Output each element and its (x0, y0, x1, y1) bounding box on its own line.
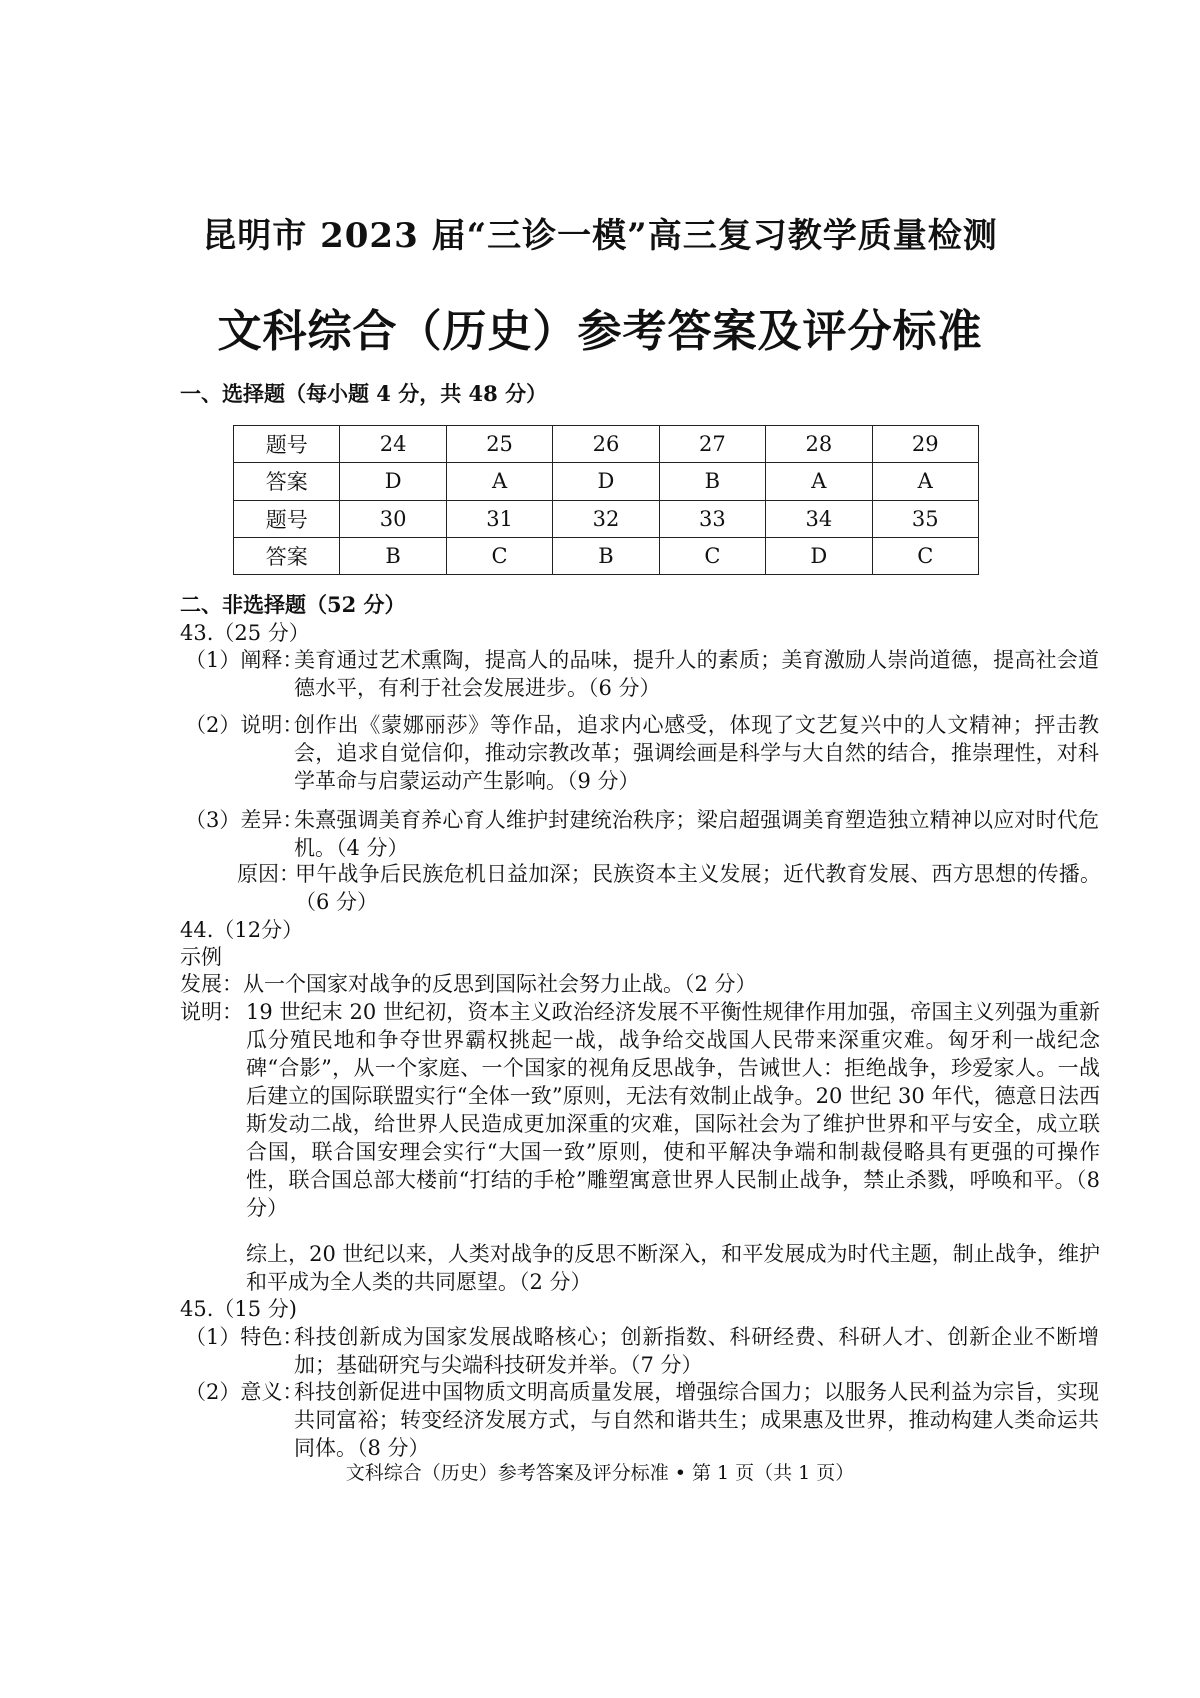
item-text: 科技创新成为国家发展战略核心；创新指数、科研经费、科研人才、创新企业不断增加；基础研究与尖端科技研发并举。（7 分） (294, 1325, 1099, 1377)
table-cell: D (553, 463, 659, 500)
item-label: （3）差异： (185, 808, 304, 832)
q43-item-2 (185, 711, 1099, 795)
table-cell: A (872, 463, 978, 500)
table-cell: 28 (766, 426, 872, 463)
page-footer: 文科综合（历史）参考答案及评分标准 • 第 1 页（共 1 页） (345, 1462, 855, 1484)
item-label: （2）意义： (185, 1380, 304, 1404)
table-cell: 27 (659, 426, 765, 463)
q45-item-2 (185, 1378, 1099, 1462)
table-row (234, 537, 979, 574)
table-cell: 35 (872, 500, 978, 537)
q45-number: 45.（15 分) (180, 1297, 297, 1321)
table-cell: B (340, 537, 446, 574)
table-cell: D (766, 537, 872, 574)
table-cell: C (659, 537, 765, 574)
q44-explanation (180, 998, 1100, 1222)
table-cell: 答案 (234, 463, 340, 500)
table-cell: 30 (340, 500, 446, 537)
table-cell: 31 (446, 500, 552, 537)
table-cell: B (659, 463, 765, 500)
item-text: 科技创新促进中国物质文明高质量发展，增强综合国力；以服务人民利益为宗旨，实现共同富裕；转变经济发展方式，与自然和谐共生；成果惠及世界，推动构建人类命运共同体。（8 分） (294, 1380, 1099, 1460)
table-cell: D (340, 463, 446, 500)
section2-heading: 二、非选择题（52 分） (180, 592, 406, 617)
document-title: 文科综合（历史）参考答案及评分标准 (217, 306, 983, 357)
q44-example-label: 示例 (180, 945, 222, 969)
q43-item-3 (185, 806, 1099, 862)
section1-heading: 一、选择题（每小题 4 分，共 48 分） (180, 381, 548, 406)
item-text: 美育通过艺术熏陶，提高人的品味，提升人的素质；美育激励人崇尚道德，提高社会道德水平，有利于社会发展进步。（6 分） (294, 648, 1099, 700)
table-cell: 答案 (234, 537, 340, 574)
q43-item-1 (185, 646, 1099, 702)
table-cell: 题号 (234, 426, 340, 463)
item-label: （1）特色： (185, 1325, 304, 1349)
item-label: （1）阐释： (185, 648, 304, 672)
table-cell: 34 (766, 500, 872, 537)
table-row (234, 426, 979, 463)
table-cell: 26 (553, 426, 659, 463)
item-label: 原因： (237, 862, 300, 886)
table-cell: 25 (446, 426, 552, 463)
table-cell: A (446, 463, 552, 500)
table-row (234, 500, 979, 537)
table-cell: 32 (553, 500, 659, 537)
q43-number: 43.（25 分） (180, 621, 310, 645)
table-cell: 33 (659, 500, 765, 537)
exam-title: 昆明市 2023 届“三诊一模”高三复习教学质量检测 (202, 216, 998, 256)
item-text: 甲午战争后民族危机日益加深；民族资本主义发展；近代教育发展、西方思想的传播。（6 分） (295, 862, 1101, 914)
q45-item-1 (185, 1323, 1099, 1379)
table-cell: 29 (872, 426, 978, 463)
table-cell: A (766, 463, 872, 500)
table-cell: B (553, 537, 659, 574)
q44-development: 发展：从一个国家对战争的反思到国际社会努力止战。（2 分） (180, 972, 757, 996)
table-row (234, 463, 979, 500)
item-text: 朱熹强调美育养心育人维护封建统治秩序；梁启超强调美育塑造独立精神以应对时代危机。（4 分） (294, 808, 1099, 860)
table-cell: 题号 (234, 500, 340, 537)
item-text: 创作出《蒙娜丽莎》等作品，追求内心感受，体现了文艺复兴中的人文精神；抨击教会，追求自觉信仰，推动宗教改革；强调绘画是科学与大自然的结合，推崇理性，对科学革命与启蒙运动产生影响。（9 分） (294, 713, 1099, 793)
table-cell: C (872, 537, 978, 574)
table-cell: C (446, 537, 552, 574)
table-cell: 24 (340, 426, 446, 463)
q43-item-4 (237, 860, 1101, 916)
answer-table (233, 425, 979, 575)
q44-summary: 综上，20 世纪以来，人类对战争的反思不断深入，和平发展成为时代主题，制止战争，维护和平成为全人类的共同愿望。（2 分） (246, 1242, 1100, 1294)
item-label: 说明： (180, 1000, 243, 1024)
item-text: 19 世纪末 20 世纪初，资本主义政治经济发展不平衡性规律作用加强，帝国主义列强为重新瓜分殖民地和争夺世界霸权挑起一战，战争给交战国人民带来深重灾难。匈牙利一战纪念碑“合影”，从一个家庭、一个国家的视角反思战争，告诫世人：拒绝战争，珍爱家人。一战后建立的国际联盟实行“全体一致”原则，无法有效制止战争。20 世纪 30 年代，德意日法西斯发动二战，给世界人民造成更加深重的灾难，国际社会为了维护世界和平与安全，成立联合国，联合国安理会实行“大国一致”原则，使和平解决争端和制裁侵略具有更强的可操作性，联合国总部大楼前“打结的手枪”雕塑寓意世界人民制止战争，禁止杀戮，呼唤和平。（8 分） (246, 1000, 1100, 1220)
item-label: （2）说明： (185, 713, 304, 737)
q44-number: 44.（12分） (180, 918, 304, 942)
